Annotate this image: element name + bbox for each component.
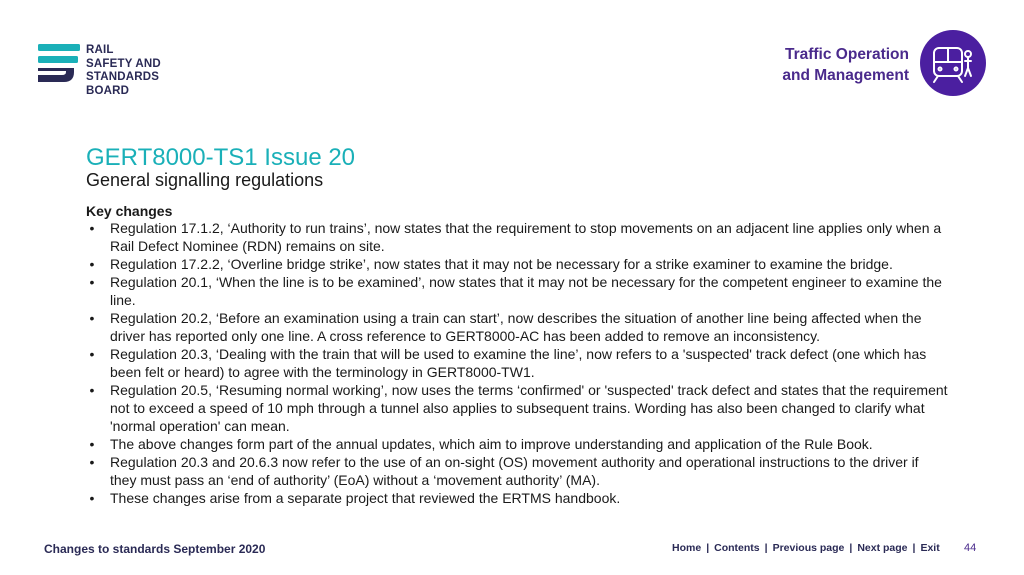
footer-navigation xyxy=(672,542,940,554)
list-item-text: Regulation 20.5, ‘Resuming normal working’, now uses the terms ‘confirmed' or 'suspected' track defect and states that the requirement not to exceed a speed of 10 mph through a tunnel also applies to subsequent trains. Wording has also been changed to clarify what 'normal operation' can mean. xyxy=(110,382,948,434)
footer-label: Changes to standards September 2020 xyxy=(44,542,266,556)
list-item-text: Regulation 17.2.2, ‘Overline bridge strike’, now states that it may not be necessary for a strike examiner to examine the bridge. xyxy=(110,256,893,272)
train-front-icon xyxy=(920,30,986,96)
bullet-icon: • xyxy=(89,346,95,362)
bullet-icon: • xyxy=(89,274,95,290)
rssb-logo-mark xyxy=(38,44,82,84)
contents-link[interactable]: Contents xyxy=(714,542,760,554)
list-item-text: The above changes form part of the annual updates, which aim to improve understanding and application of the Rule Book. xyxy=(110,436,873,452)
bullet-icon: • xyxy=(89,490,95,506)
rssb-logo xyxy=(38,44,168,100)
nav-separator: | xyxy=(912,542,916,554)
bullet-icon: • xyxy=(89,436,95,452)
train-badge xyxy=(920,30,986,96)
logo-line: BOARD xyxy=(86,84,130,97)
previous-page-link[interactable]: Previous page xyxy=(772,542,845,554)
key-changes-list xyxy=(86,219,948,507)
list-item-text: Regulation 20.1, ‘When the line is to be examined’, now states that it may not be necessary for the competent engineer to examine the line. xyxy=(110,274,942,308)
section-title-line: and Management xyxy=(782,67,909,84)
list-item xyxy=(86,273,948,309)
list-item-text: Regulation 17.1.2, ‘Authority to run trains’, now states that the requirement to stop movements on an adjacent line applies only when a Rail Defect Nominee (RDN) remains on site. xyxy=(110,220,942,254)
next-page-link[interactable]: Next page xyxy=(857,542,908,554)
document-title: GERT8000-TS1 Issue 20 xyxy=(86,144,356,171)
list-item xyxy=(86,219,948,255)
logo-wordmark xyxy=(86,44,161,98)
list-item-text: These changes arise from a separate project that reviewed the ERTMS handbook. xyxy=(110,490,621,506)
bullet-icon: • xyxy=(89,310,95,326)
logo-line: SAFETY AND xyxy=(86,57,161,70)
bullet-icon: • xyxy=(89,454,95,470)
section-title-line: Traffic Operation xyxy=(784,46,909,63)
list-item xyxy=(86,435,948,453)
bullet-icon: • xyxy=(89,220,95,236)
list-item xyxy=(86,381,948,435)
list-item-text: Regulation 20.3, ‘Dealing with the train that will be used to examine the line’, now refers to a 'suspected' track defect (one which has been felt or heard) to agree with the terminology in GERT8000-TW1. xyxy=(110,346,927,380)
list-item-text: Regulation 20.3 and 20.6.3 now refer to the use of an on-sight (OS) movement authority and operational instructions to the driver if they must pass an ‘end of authority’ (EoA) without a ‘movement authority’ (MA). xyxy=(110,454,919,488)
nav-separator: | xyxy=(764,542,768,554)
key-changes-heading: Key changes xyxy=(86,203,173,219)
list-item xyxy=(86,345,948,381)
list-item xyxy=(86,453,948,489)
logo-line: RAIL xyxy=(86,44,114,56)
list-item xyxy=(86,489,948,507)
list-item-text: Regulation 20.2, ‘Before an examination using a train can start’, now describes the situation of another line being affected when the driver has reported only one line. A cross reference to GERT8000-AC has been added to remove an inconsistency. xyxy=(110,310,922,344)
logo-line: STANDARDS xyxy=(86,71,160,83)
list-item xyxy=(86,255,948,273)
section-title xyxy=(782,44,909,86)
page-number: 44 xyxy=(964,542,977,554)
nav-separator: | xyxy=(706,542,710,554)
list-item xyxy=(86,309,948,345)
exit-link[interactable]: Exit xyxy=(920,542,940,554)
nav-separator: | xyxy=(849,542,853,554)
bullet-icon: • xyxy=(89,256,95,272)
home-link[interactable]: Home xyxy=(672,542,702,554)
bullet-icon: • xyxy=(89,382,95,398)
document-subtitle: General signalling regulations xyxy=(86,170,324,190)
